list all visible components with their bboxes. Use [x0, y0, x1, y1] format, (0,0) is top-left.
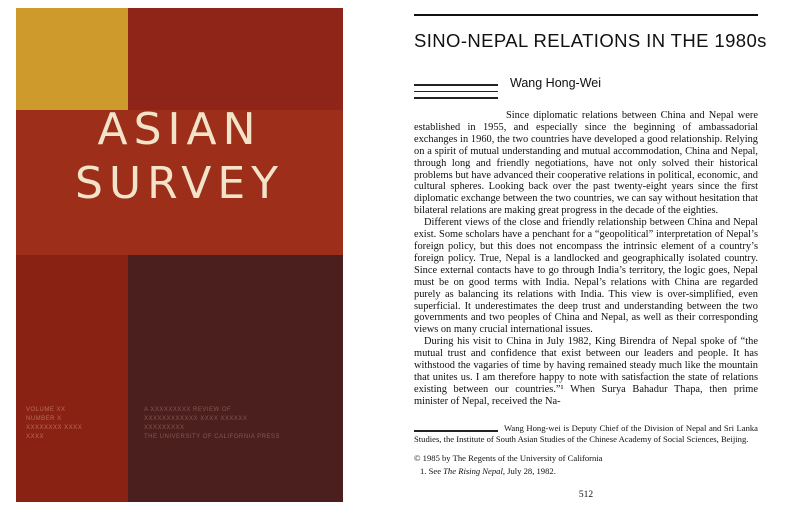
- cover-title-line2: SURVEY: [74, 158, 285, 209]
- body-paragraph: During his visit to China in July 1982, King Birendra of Nepal spoke of “the mutual trust and confidence that exist between our leaders and people. It has withstood the vagaries of time by having remained steady much like the mountain that unites us. I am therefore happy to note with satisfaction the state of relations existing between our countries.”¹ When Surya Bahadur Thapa, then prime minister of Nepal, received the Na-: [414, 336, 758, 407]
- author-rule: [414, 97, 498, 99]
- cover-lower-left-block: [16, 255, 128, 502]
- cover-issue-info: [26, 406, 121, 442]
- title-rule: [414, 14, 758, 16]
- article-title: SINO-NEPAL RELATIONS IN THE 1980s: [414, 30, 767, 51]
- body-paragraph: Since diplomatic relations between China and Nepal were established in 1955, and especially since the beginning of ambassadorial exchanges in 1960, the two countries have developed a good relationship. Relying on a spirit of mutual understanding and mutual accommodation, China and Nepal, through long and friendly negotiations, have not only solved their historical problems but have advanced their cooperative relations in political, economic, and cultural spheres. Looking back over the past twenty-eight years since the first diplomatic exchange between the two countries, we can say without hesitation that bilateral relations are making great progress in the decade of the eighties.: [414, 110, 758, 217]
- author-footnote: Wang Hong-wei is Deputy Chief of the Division of Nepal and Sri Lanka Studies, the Institute of South Asian Studies of the Chinese Academy of Social Sciences, Beijing.: [414, 423, 758, 444]
- author-rule: [414, 84, 498, 86]
- cover-issue-line: NUMBER X: [26, 416, 62, 422]
- author-rules: [414, 84, 498, 104]
- cover-gold-block: [16, 8, 128, 110]
- footnote-prefix: 1. See: [420, 466, 444, 476]
- article-author: Wang Hong-Wei: [510, 76, 602, 90]
- cover-red-block: [128, 8, 343, 110]
- cover-publisher-line: A XXXXXXXXX REVIEW OF: [144, 407, 232, 413]
- footnote-source: The Rising Nepal: [443, 466, 503, 476]
- cover-dark-block: [128, 255, 343, 502]
- cover-issue-line: XXXX: [26, 434, 45, 440]
- cover-publisher-info: [144, 406, 334, 442]
- body-paragraph: Different views of the close and friendly relationship between China and Nepal exist. Some scholars have a penchant for a “geopolitical” interpretation of Nepal’s foreign policy, but this does not encompass the intrinsic element of a country’s foreign policy. True, Nepal is a landlocked and geographically isolated country. Since external contacts have to go through India’s territory, the logic goes, Nepal must be on good terms with India. Nepal’s relations with China are regarded purely as balancing its relations with India. This view is over-simplified, even superficial. It underestimates the deep trust and understanding between the two governments and two peoples of China and Nepal, as well as their corresponding views on many crucial international issues.: [414, 217, 758, 336]
- copyright-notice: © 1985 by The Regents of the University of California: [414, 453, 603, 463]
- footnote-suffix: , July 28, 1982.: [502, 466, 556, 476]
- cover-publisher-line: XXXXXXXXXXXX XXXX XXXXXX: [144, 416, 248, 422]
- cover-title-line1: ASIAN: [97, 104, 262, 155]
- article-body: [414, 110, 758, 408]
- footnote-1: [420, 466, 556, 476]
- author-rule: [414, 91, 498, 93]
- cover-publisher-line: XXXXXXXXX: [144, 425, 185, 431]
- cover-issue-line: XXXXXXXX XXXX: [26, 425, 83, 431]
- page-number: 512: [578, 490, 594, 500]
- article-page: [414, 10, 782, 515]
- cover-publisher-line: THE UNIVERSITY OF CALIFORNIA PRESS: [144, 434, 280, 440]
- journal-cover: [16, 8, 343, 502]
- cover-issue-line: VOLUME XX: [26, 407, 66, 413]
